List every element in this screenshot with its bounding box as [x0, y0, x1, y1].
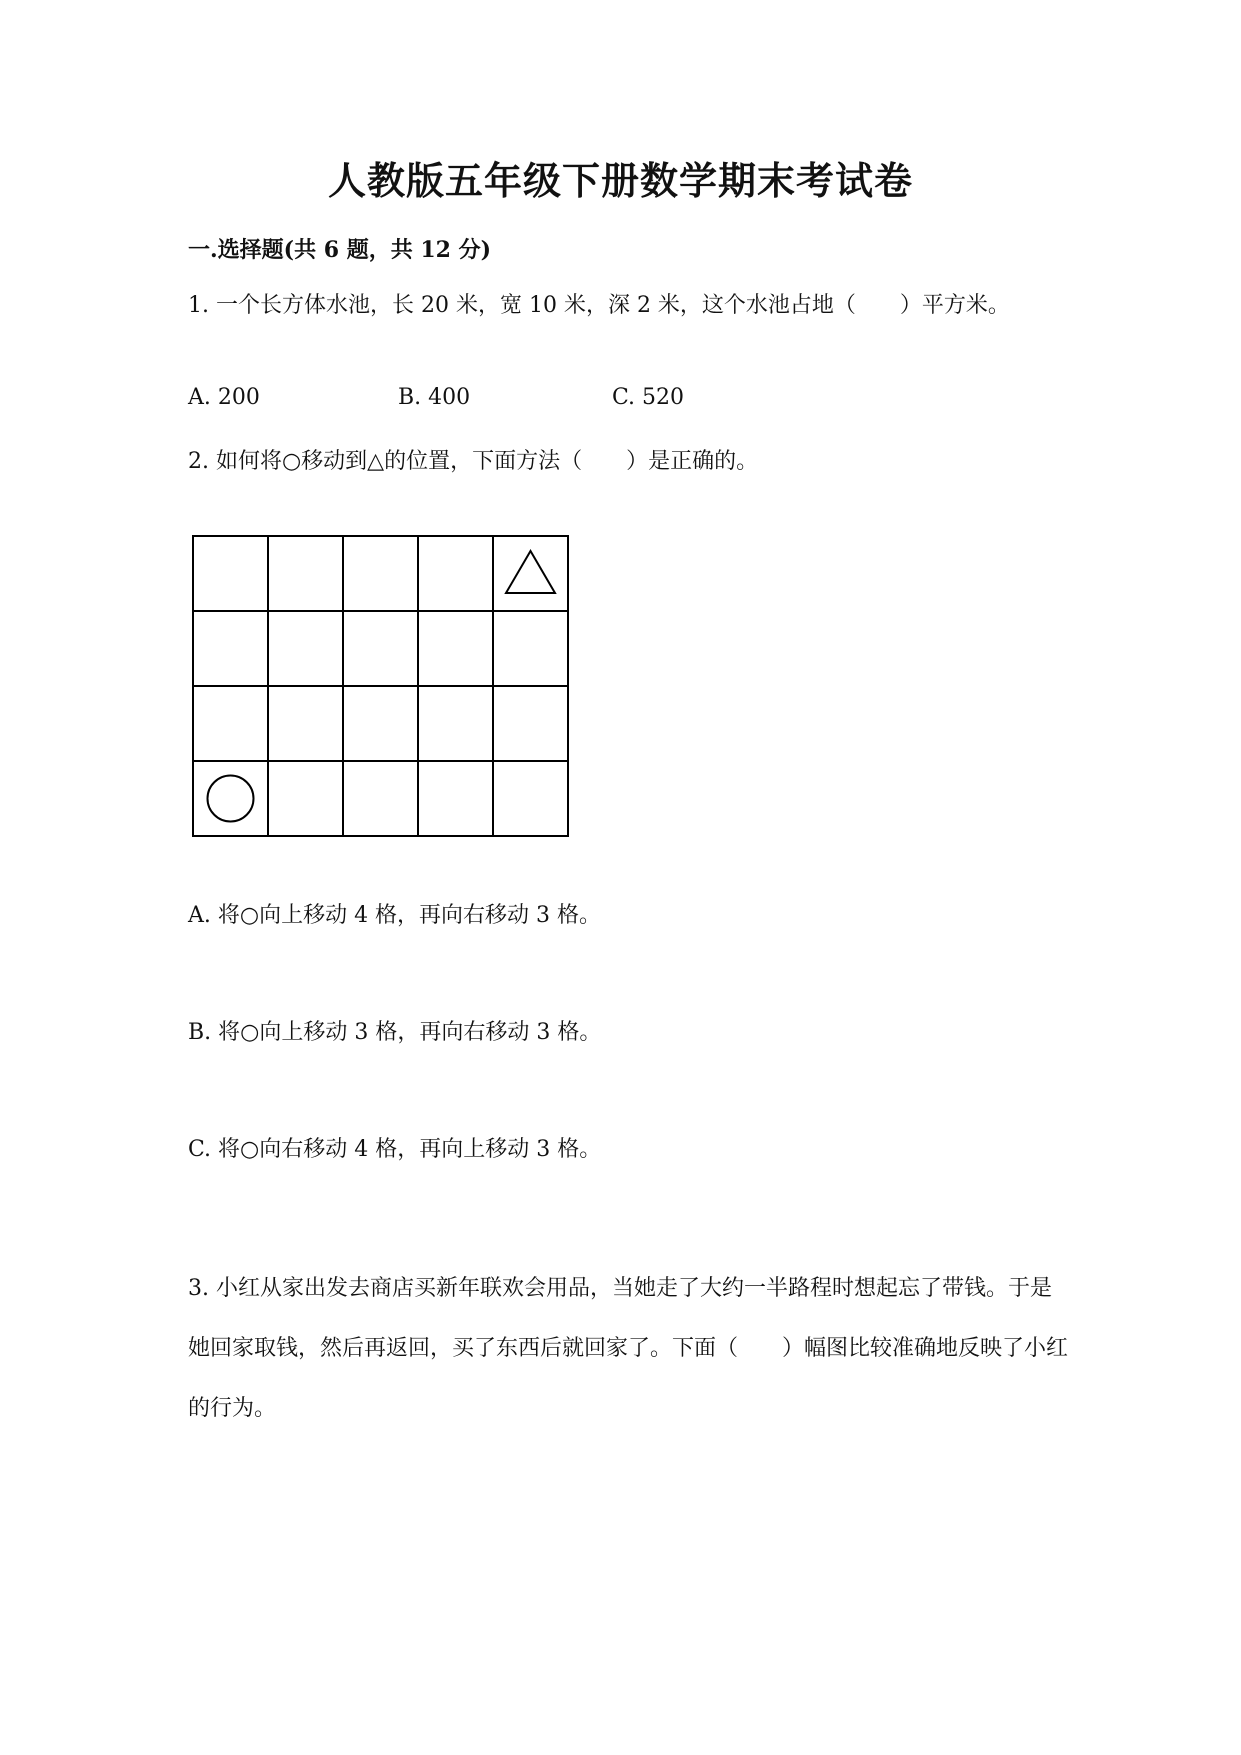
grid-cell	[268, 686, 343, 761]
q1-option-c: C. 520	[612, 385, 685, 410]
grid-cell	[343, 686, 418, 761]
grid-cell	[418, 611, 493, 686]
grid-cell	[268, 536, 343, 611]
question-3-text: 3. 小红从家出发去商店买新年联欢会用品，当她走了大约一半路程时想起忘了带钱。于是她回家取钱，然后再返回，买了东西后就回家了。下面（ ）幅图比较准确地反映了小红的行为。	[188, 1276, 1069, 1421]
q1-option-a: A. 200	[188, 385, 260, 410]
grid-cell	[418, 761, 493, 836]
question-2-text: 2. 如何将○移动到△的位置，下面方法（ ）是正确的。	[188, 449, 759, 474]
grid-cell	[193, 686, 268, 761]
q2-option-c: C. 将○向右移动 4 格，再向上移动 3 格。	[188, 1137, 602, 1162]
grid-cell	[493, 536, 568, 611]
grid-cell	[268, 761, 343, 836]
grid-figure	[191, 534, 571, 838]
page-title: 人教版五年级下册数学期末考试卷	[327, 158, 913, 203]
grid-cell	[268, 611, 343, 686]
grid-cell	[193, 536, 268, 611]
section-heading: 一.选择题(共 6 题，共 12 分)	[188, 237, 492, 263]
q1-option-b: B. 400	[398, 385, 471, 410]
grid-cell	[193, 611, 268, 686]
grid-cell	[418, 536, 493, 611]
grid-cell	[493, 686, 568, 761]
grid-cell	[493, 611, 568, 686]
q2-option-a: A. 将○向上移动 4 格，再向右移动 3 格。	[188, 903, 602, 928]
grid-cell	[418, 686, 493, 761]
movement-grid	[191, 534, 571, 842]
grid-cell	[493, 761, 568, 836]
question-1-text: 1. 一个长方体水池，长 20 米，宽 10 米，深 2 米，这个水池占地（ ）平方米。	[188, 293, 1010, 318]
triangle-shape	[506, 551, 555, 593]
grid-cell	[193, 761, 268, 836]
grid-cell	[343, 536, 418, 611]
q2-option-b: B. 将○向上移动 3 格，再向右移动 3 格。	[188, 1020, 602, 1045]
grid-cell	[343, 761, 418, 836]
grid-cell	[343, 611, 418, 686]
circle-shape	[208, 776, 254, 822]
